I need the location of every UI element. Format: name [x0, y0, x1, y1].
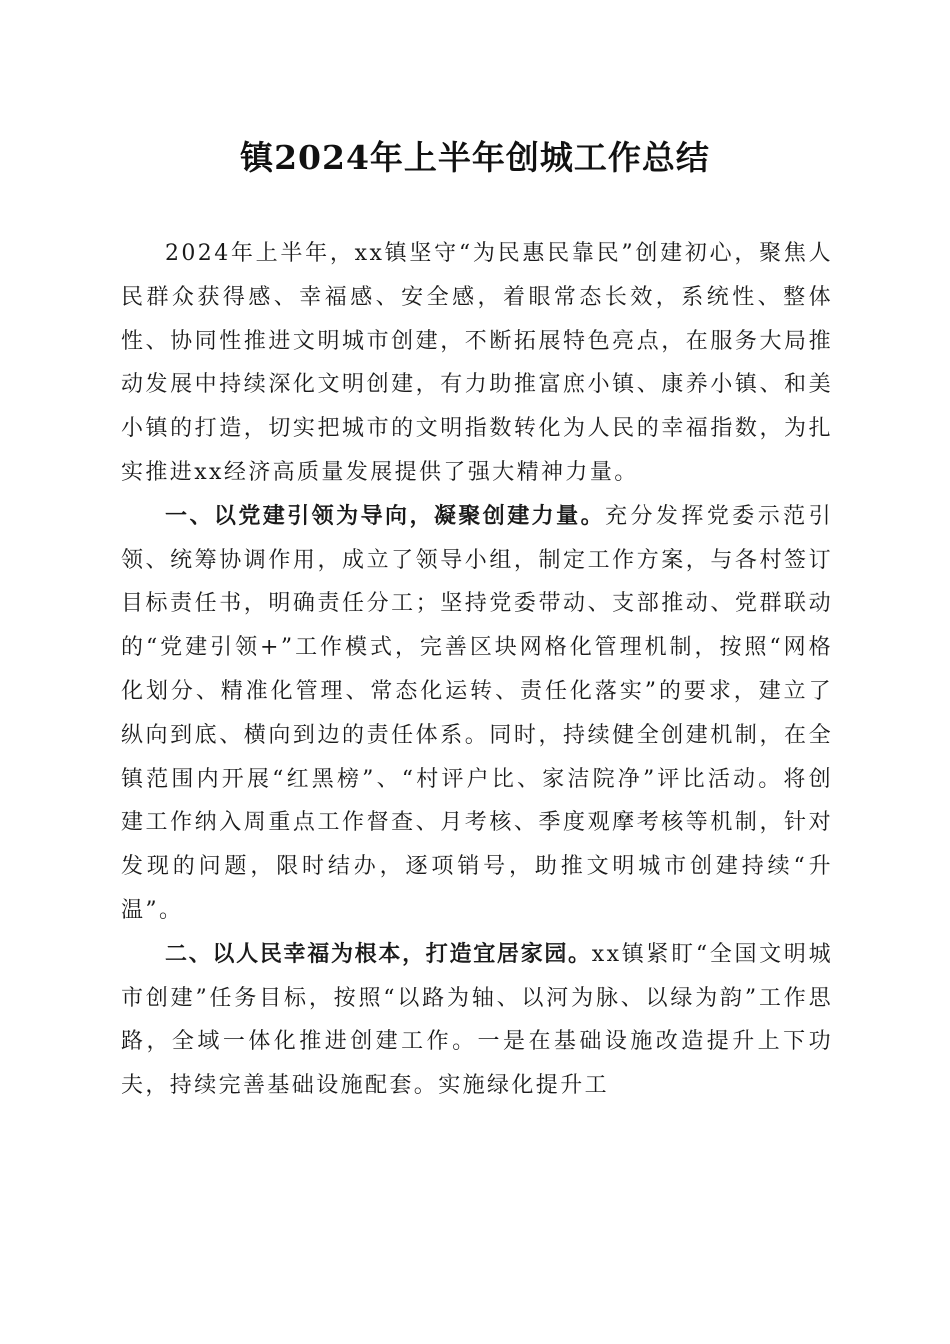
paragraph-intro: [121, 232, 833, 495]
document-title: 镇2024年上半年创城工作总结: [240, 138, 710, 177]
paragraph-section-2: [121, 933, 833, 1108]
section-2-heading: 二、以人民幸福为根本，打造宜居家园。: [165, 941, 592, 967]
document-body: [121, 232, 833, 1108]
section-1-heading: 一、以党建引领为导向，凝聚创建力量。: [165, 503, 606, 529]
paragraph-intro-text: 2024年上半年，xx镇坚守“为民惠民靠民”创建初心，聚焦人民群众获得感、幸福感、安全感，着眼常态长效，系统性、整体性、协同性推进文明城市创建，不断拓展特色亮点，在服务大局推动发展中持续深化文明创建，有力助推富庶小镇、康养小镇、和美小镇的打造，切实把城市的文明指数转化为人民的幸福指数，为扎实推进xx经济高质量发展提供了强大精神力量。: [121, 241, 833, 485]
section-2-text: xx镇紧盯“全国文明城市创建”任务目标，按照“以路为轴、以河为脉、以绿为韵”工作思路，全域一体化推进创建工作。一是在基础设施改造提升上下功夫，持续完善基础设施配套。实施绿化提升工: [121, 941, 834, 1099]
section-1-text: 充分发挥党委示范引领、统筹协调作用，成立了领导小组，制定工作方案，与各村签订目标责任书，明确责任分工；坚持党委带动、支部推动、党群联动的“党建引领+”工作模式，完善区块网格化管理机制，按照“网格化划分、精准化管理、常态化运转、责任化落实”的要求，建立了纵向到底、横向到边的责任体系。同时，持续健全创建机制，在全镇范围内开展“红黑榜”、“村评户比、家洁院净”评比活动。将创建工作纳入周重点工作督查、月考核、季度观摩考核等机制，针对发现的问题，限时结办，逐项销号，助推文明城市创建持续“升温”。: [121, 503, 833, 923]
paragraph-section-1: [121, 495, 833, 933]
